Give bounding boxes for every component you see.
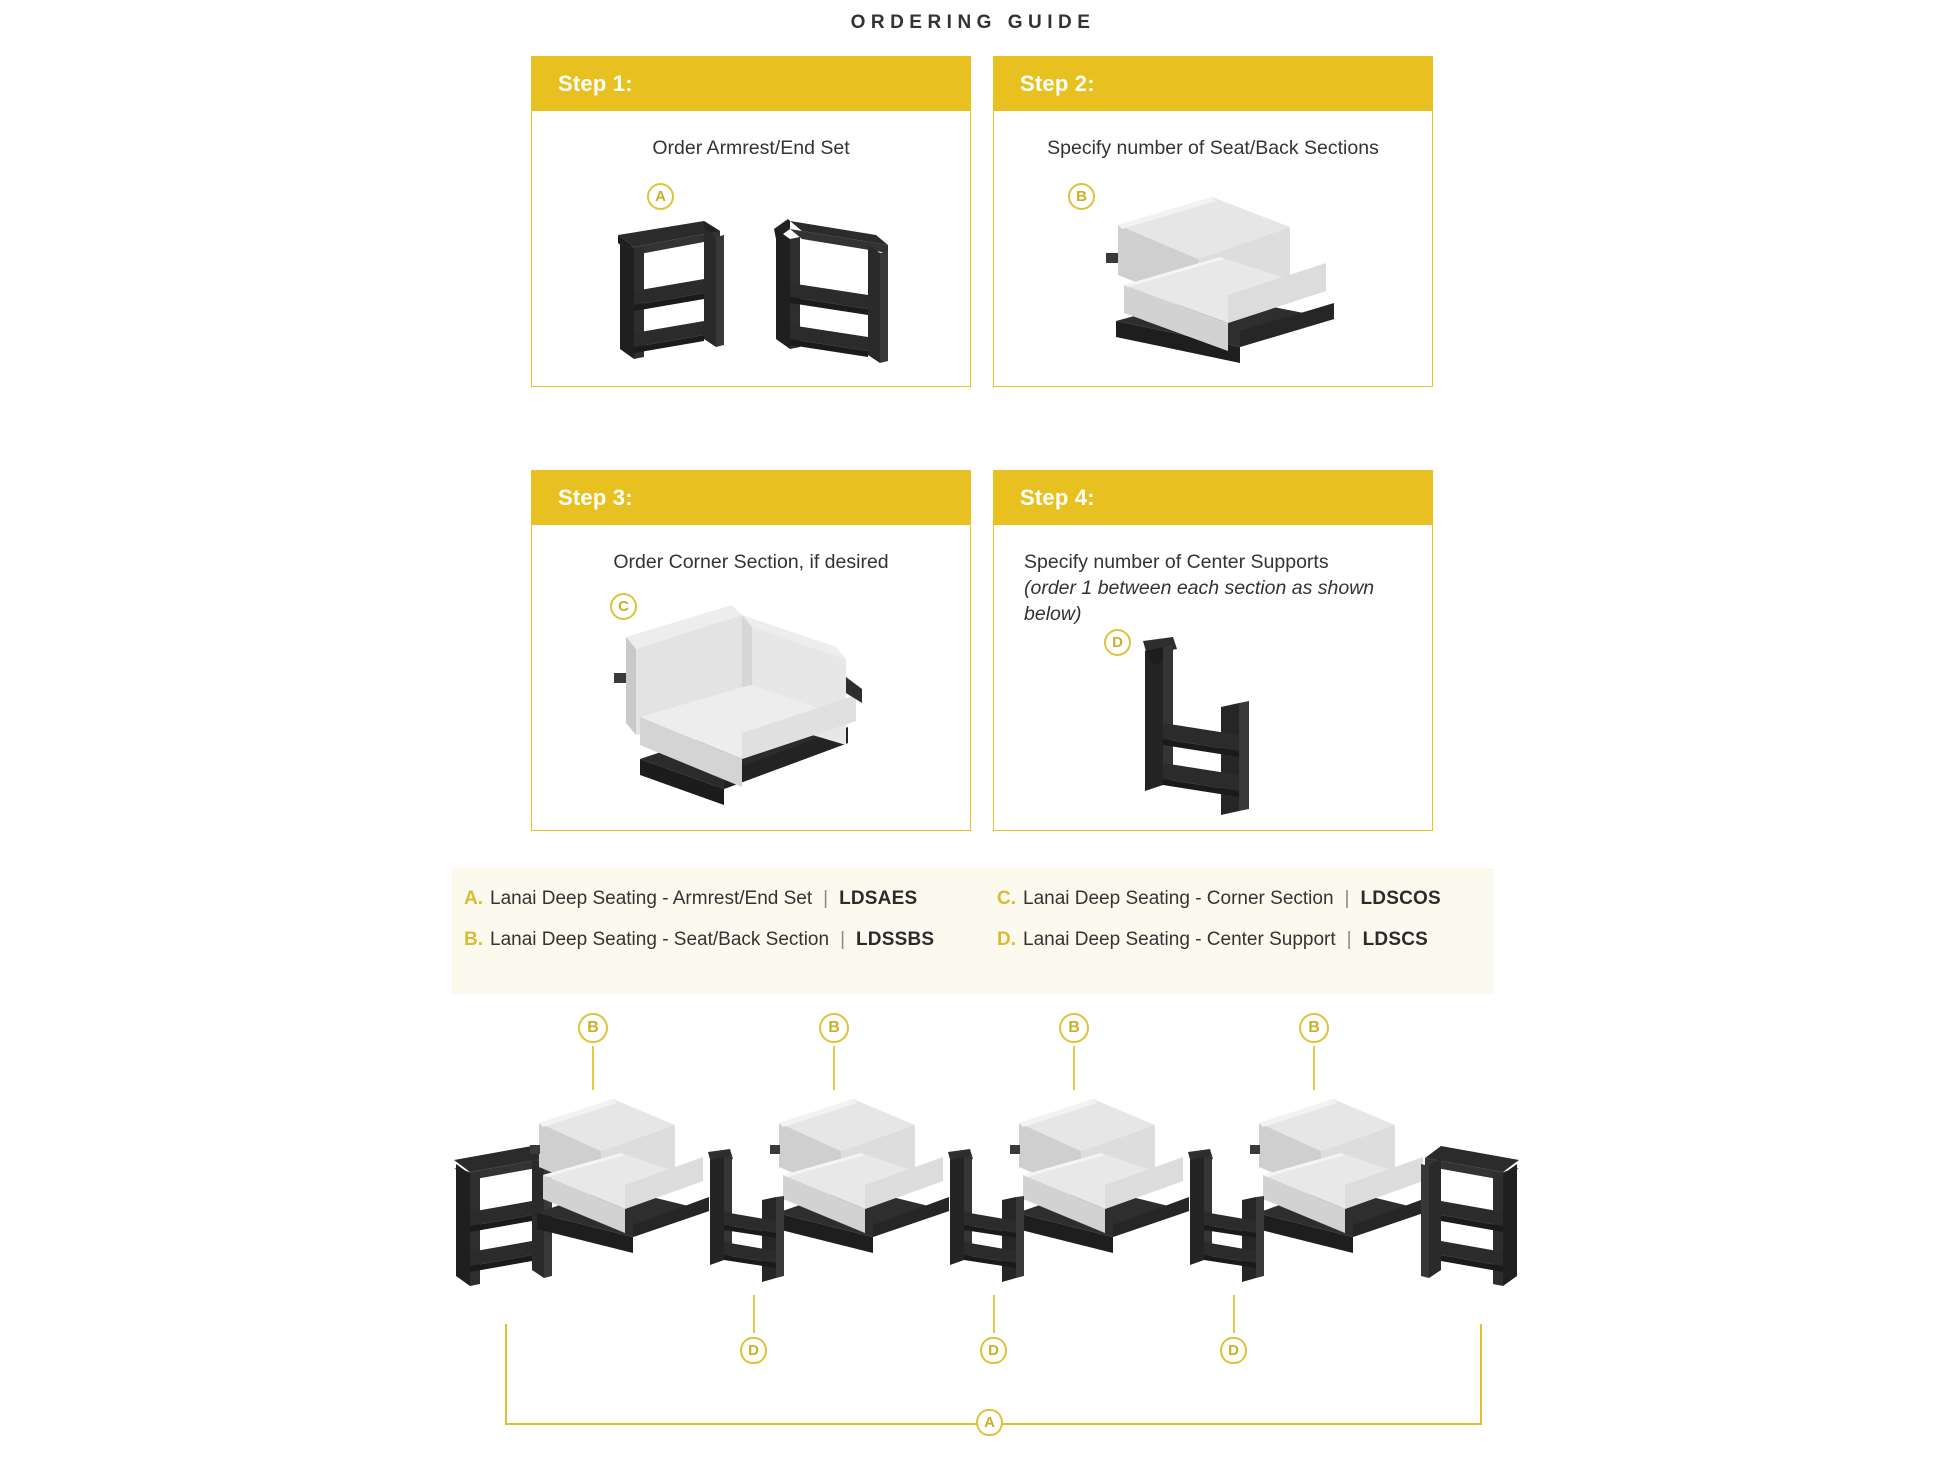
card-step-4-header: Step 4: (994, 471, 1432, 525)
assembly-badge-b-1: B (578, 1013, 608, 1043)
leader-line-d-1 (753, 1295, 755, 1333)
legend-separator-b: | (840, 929, 845, 950)
card-step-1 (531, 56, 971, 387)
armrest-end-set-illustration (612, 199, 912, 384)
legend-box (452, 868, 1494, 994)
corner-section-illustration (600, 593, 900, 823)
page-title: ORDERING GUIDE (850, 12, 1096, 33)
card-step-2-text: Specify number of Seat/Back Sections (1047, 137, 1379, 159)
assembly-badge-d-2: D (980, 1337, 1007, 1364)
card-step-4 (993, 470, 1433, 831)
assembly-seat-section-1 (523, 1085, 723, 1275)
card-step-4-body (994, 525, 1432, 830)
assembly-badge-d-3: D (1220, 1337, 1247, 1364)
legend-letter-b: B. (464, 929, 483, 950)
card-step-1-body (532, 111, 970, 386)
legend-code-d: LDSCS (1362, 929, 1428, 950)
legend-separator-c: | (1344, 888, 1350, 909)
center-support-illustration (1129, 635, 1289, 815)
card-step-4-text-italic: (order 1 between each section as shown below) (1024, 577, 1375, 625)
legend-item-c (997, 888, 1441, 929)
bracket-right-tick (1480, 1324, 1482, 1424)
leader-line-b-1 (592, 1046, 594, 1090)
assembly-badge-b-3: B (1059, 1013, 1089, 1043)
leader-line-d-2 (993, 1295, 995, 1333)
bracket-left-tick (505, 1324, 507, 1424)
card-step-1-header: Step 1: (532, 57, 970, 111)
assembly-badge-b-4: B (1299, 1013, 1329, 1043)
legend-item-a (464, 888, 934, 929)
assembly-badge-b-2: B (819, 1013, 849, 1043)
legend-letter-c: C. (997, 888, 1016, 909)
card-step-3-header: Step 3: (532, 471, 970, 525)
legend-code-a: LDSAES (839, 888, 918, 909)
assembly-badge-d-1: D (740, 1337, 767, 1364)
assembly-center-support-3 (1180, 1148, 1280, 1283)
legend-name-d: Lanai Deep Seating - Center Support (1023, 929, 1336, 950)
card-step-1-text: Order Armrest/End Set (652, 137, 850, 159)
legend-code-c: LDSCOS (1360, 888, 1441, 909)
legend-column-right (997, 888, 1441, 970)
assembly-center-support-1 (700, 1148, 800, 1283)
leader-line-b-3 (1073, 1046, 1075, 1090)
legend-letter-a: A. (464, 888, 483, 909)
badge-a-step1: A (647, 183, 674, 210)
legend-item-b (464, 929, 934, 970)
badge-c-step3: C (610, 593, 637, 620)
leader-line-b-4 (1313, 1046, 1315, 1090)
card-step-4-text-main: Specify number of Center Supports (1024, 551, 1329, 573)
legend-separator-a: | (823, 888, 829, 909)
legend-code-b: LDSSBS (856, 929, 935, 950)
assembly-center-support-2 (940, 1148, 1040, 1283)
assembly-armrest-right (1405, 1138, 1525, 1318)
badge-b-step2: B (1068, 183, 1095, 210)
legend-column-left (464, 888, 934, 970)
card-step-3-body (532, 525, 970, 830)
legend-letter-d: D. (997, 929, 1016, 950)
card-step-2-body (994, 111, 1432, 386)
leader-line-b-2 (833, 1046, 835, 1090)
card-step-2-header: Step 2: (994, 57, 1432, 111)
legend-separator-d: | (1346, 929, 1352, 950)
card-step-3-text: Order Corner Section, if desired (613, 551, 889, 573)
legend-name-b: Lanai Deep Seating - Seat/Back Section (490, 929, 830, 950)
assembly-badge-a: A (976, 1409, 1003, 1436)
card-step-4-text (1024, 549, 1410, 627)
leader-line-d-3 (1233, 1295, 1235, 1333)
card-step-2 (993, 56, 1433, 387)
seat-back-section-illustration (1094, 181, 1354, 381)
legend-name-c: Lanai Deep Seating - Corner Section (1023, 888, 1334, 909)
card-step-3 (531, 470, 971, 831)
badge-d-step4: D (1104, 629, 1131, 656)
legend-name-a: Lanai Deep Seating - Armrest/End Set (490, 888, 813, 909)
legend-item-d (997, 929, 1441, 970)
